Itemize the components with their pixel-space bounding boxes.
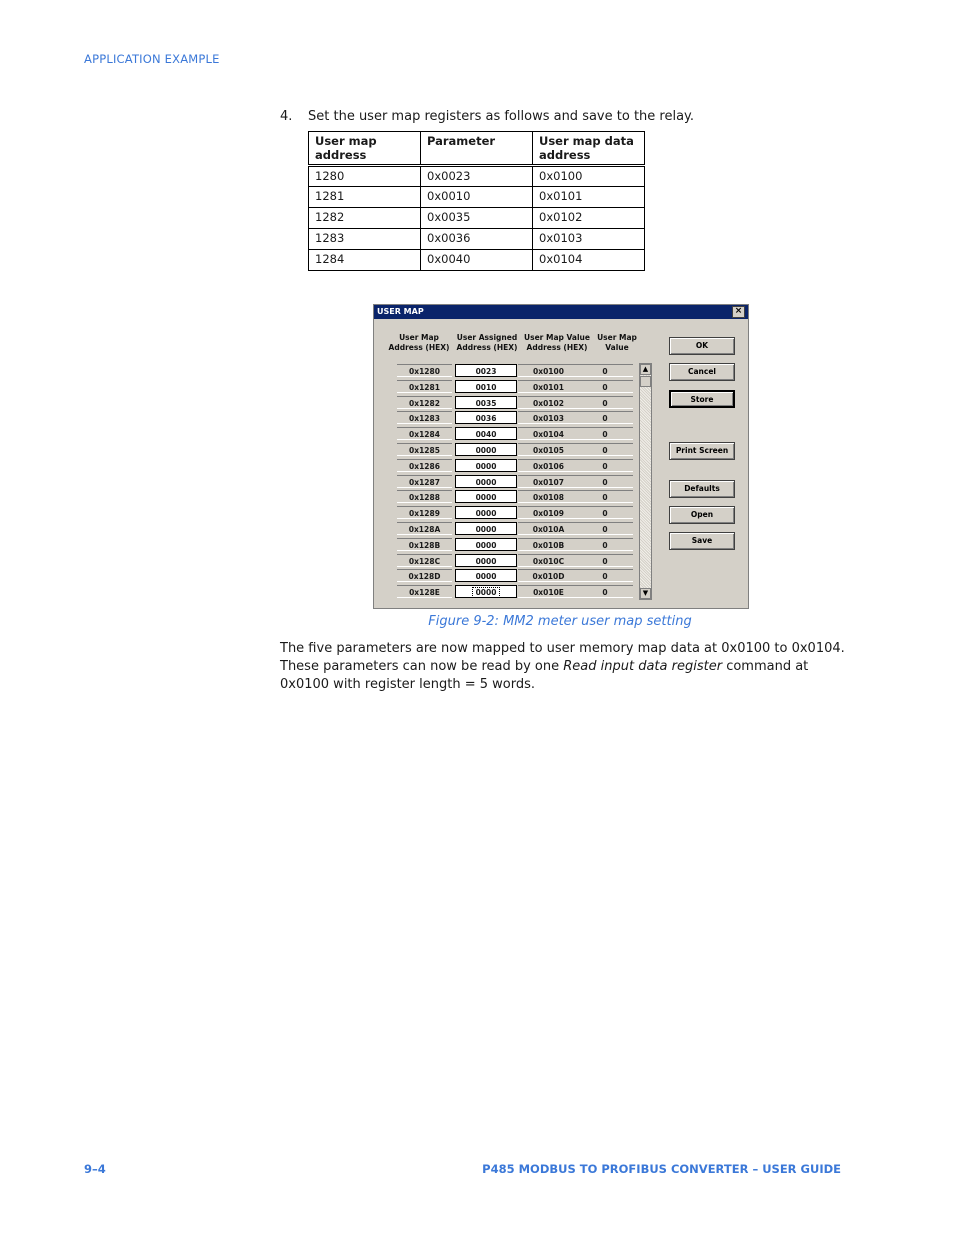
user-map-address-cell: 0x128D bbox=[397, 569, 452, 582]
user-map-address-cell: 0x1287 bbox=[397, 475, 452, 488]
user-map-value-address-cell: 0x0102 bbox=[518, 396, 579, 409]
dialog-title: USER MAP bbox=[377, 307, 424, 316]
user-map-value-address-cell: 0x0106 bbox=[518, 459, 579, 472]
table-row bbox=[309, 229, 645, 250]
step-text: Set the user map registers as follows and save to the relay. bbox=[308, 109, 695, 124]
user-map-value-address-cell: 0x0104 bbox=[518, 427, 579, 440]
column-header: User map data address bbox=[533, 132, 645, 166]
user-map-value-cell: 0 bbox=[577, 475, 633, 488]
user-assigned-address-input[interactable]: 0000 bbox=[455, 443, 517, 456]
paragraph-text: The five parameters are now mapped to user memory map data at 0x0100 to 0x0104. These parameters can now be read by one bbox=[280, 641, 845, 674]
scroll-up-icon[interactable]: ▲ bbox=[640, 364, 651, 375]
user-map-address-cell: 0x1285 bbox=[397, 443, 452, 456]
table-cell: 0x0010 bbox=[421, 187, 533, 208]
user-map-value-cell: 0 bbox=[577, 396, 633, 409]
user-assigned-address-input[interactable]: 0000 bbox=[455, 538, 517, 551]
table-cell: 0x0036 bbox=[421, 229, 533, 250]
table-header-row bbox=[309, 132, 645, 166]
user-map-address-cell: 0x1281 bbox=[397, 380, 452, 393]
user-map-value-cell: 0 bbox=[577, 554, 633, 567]
user-map-value-address-cell: 0x0107 bbox=[518, 475, 579, 488]
table-cell: 1282 bbox=[309, 208, 421, 229]
user-map-address-cell: 0x1284 bbox=[397, 427, 452, 440]
user-map-address-cell: 0x1289 bbox=[397, 506, 452, 519]
table-cell: 0x0101 bbox=[533, 187, 645, 208]
user-map-value-address-cell: 0x010C bbox=[518, 554, 579, 567]
user-map-address-cell: 0x1280 bbox=[397, 364, 452, 377]
step-4 bbox=[280, 109, 694, 124]
user-map-value-cell: 0 bbox=[577, 443, 633, 456]
store-button[interactable]: Store bbox=[669, 390, 735, 408]
ok-button[interactable]: OK bbox=[669, 337, 735, 355]
user-map-value-cell: 0 bbox=[577, 380, 633, 393]
grid-column-header: User Map Value bbox=[597, 333, 637, 352]
table-row bbox=[309, 250, 645, 271]
user-map-value-cell: 0 bbox=[577, 522, 633, 535]
user-map-value-address-cell: 0x0105 bbox=[518, 443, 579, 456]
table-cell: 0x0104 bbox=[533, 250, 645, 271]
user-map-value-cell: 0 bbox=[577, 538, 633, 551]
paragraph-text: command at 0x0100 with register length = 5 words. bbox=[280, 659, 809, 692]
table-row bbox=[309, 208, 645, 229]
scroll-down-icon[interactable]: ▼ bbox=[640, 588, 651, 599]
body-paragraph bbox=[280, 640, 845, 694]
table-cell: 0x0100 bbox=[533, 166, 645, 187]
open-button[interactable]: Open bbox=[669, 506, 735, 524]
user-map-address-cell: 0x1286 bbox=[397, 459, 452, 472]
cancel-button[interactable]: Cancel bbox=[669, 363, 735, 381]
table-row bbox=[309, 187, 645, 208]
column-header: User map address bbox=[309, 132, 421, 166]
user-map-value-cell: 0 bbox=[577, 364, 633, 377]
user-assigned-address-input[interactable]: 0000 bbox=[455, 459, 517, 472]
figure-caption: Figure 9-2: MM2 meter user map setting bbox=[428, 614, 692, 629]
user-map-address-cell: 0x1283 bbox=[397, 411, 452, 424]
user-map-address-cell: 0x128C bbox=[397, 554, 452, 567]
user-map-address-cell: 0x1282 bbox=[397, 396, 452, 409]
user-assigned-address-input[interactable]: 0000 bbox=[455, 569, 517, 582]
user-map-value-cell: 0 bbox=[577, 411, 633, 424]
footer-title: P485 MODBUS TO PROFIBUS CONVERTER – USER GUIDE bbox=[482, 1162, 841, 1176]
table-cell: 0x0035 bbox=[421, 208, 533, 229]
defaults-button[interactable]: Defaults bbox=[669, 480, 735, 498]
table-cell: 1283 bbox=[309, 229, 421, 250]
save-button[interactable]: Save bbox=[669, 532, 735, 550]
close-icon[interactable]: × bbox=[732, 306, 745, 318]
user-map-value-address-cell: 0x010A bbox=[518, 522, 579, 535]
user-map-value-address-cell: 0x0100 bbox=[518, 364, 579, 377]
table-row bbox=[309, 166, 645, 187]
column-header: Parameter bbox=[421, 132, 533, 166]
step-number: 4. bbox=[280, 109, 293, 124]
table-cell: 1284 bbox=[309, 250, 421, 271]
scroll-thumb[interactable] bbox=[640, 376, 651, 387]
user-map-address-cell: 0x128E bbox=[397, 585, 452, 598]
user-map-value-cell: 0 bbox=[577, 490, 633, 503]
grid-column-header: User Assigned Address (HEX) bbox=[456, 333, 518, 352]
user-map-value-address-cell: 0x0108 bbox=[518, 490, 579, 503]
table-cell: 1280 bbox=[309, 166, 421, 187]
user-assigned-address-input[interactable] bbox=[455, 585, 517, 598]
table-cell: 0x0103 bbox=[533, 229, 645, 250]
user-map-table bbox=[308, 131, 645, 271]
user-map-value-address-cell: 0x010E bbox=[518, 585, 579, 598]
user-assigned-address-input[interactable]: 0040 bbox=[455, 427, 517, 440]
table-cell: 0x0023 bbox=[421, 166, 533, 187]
user-assigned-address-input[interactable]: 0035 bbox=[455, 396, 517, 409]
section-header: APPLICATION EXAMPLE bbox=[84, 52, 220, 66]
user-assigned-address-input[interactable]: 0023 bbox=[455, 364, 517, 377]
user-map-address-cell: 0x128A bbox=[397, 522, 452, 535]
user-map-value-cell: 0 bbox=[577, 569, 633, 582]
user-map-dialog bbox=[373, 304, 749, 609]
grid-column-header: User Map Value Address (HEX) bbox=[524, 333, 590, 352]
user-assigned-address-input[interactable]: 0000 bbox=[455, 506, 517, 519]
user-map-value-cell: 0 bbox=[577, 459, 633, 472]
grid-column-header: User Map Address (HEX) bbox=[388, 333, 450, 352]
user-assigned-address-input[interactable]: 0010 bbox=[455, 380, 517, 393]
table-cell: 0x0102 bbox=[533, 208, 645, 229]
page-number: 9–4 bbox=[84, 1162, 106, 1176]
user-map-value-address-cell: 0x010D bbox=[518, 569, 579, 582]
print-screen-button[interactable]: Print Screen bbox=[669, 442, 735, 460]
user-map-value-address-cell: 0x0103 bbox=[518, 411, 579, 424]
user-map-value-address-cell: 0x0109 bbox=[518, 506, 579, 519]
user-assigned-address-input[interactable]: 0036 bbox=[455, 411, 517, 424]
user-map-address-cell: 0x128B bbox=[397, 538, 452, 551]
user-assigned-address-input[interactable]: 0000 bbox=[455, 475, 517, 488]
user-assigned-address-input[interactable]: 0000 bbox=[455, 522, 517, 535]
user-map-value-address-cell: 0x010B bbox=[518, 538, 579, 551]
user-assigned-address-input[interactable]: 0000 bbox=[455, 554, 517, 567]
user-map-value-cell: 0 bbox=[577, 585, 633, 598]
user-map-value-cell: 0 bbox=[577, 427, 633, 440]
user-assigned-address-input[interactable]: 0000 bbox=[455, 490, 517, 503]
table-cell: 1281 bbox=[309, 187, 421, 208]
focused-value: 0000 bbox=[473, 588, 500, 597]
table-cell: 0x0040 bbox=[421, 250, 533, 271]
user-map-address-cell: 0x1288 bbox=[397, 490, 452, 503]
user-map-value-address-cell: 0x0101 bbox=[518, 380, 579, 393]
paragraph-italic: Read input data register bbox=[563, 659, 723, 674]
user-map-value-cell: 0 bbox=[577, 506, 633, 519]
dialog-titlebar bbox=[374, 305, 748, 319]
vertical-scrollbar[interactable] bbox=[639, 363, 652, 600]
